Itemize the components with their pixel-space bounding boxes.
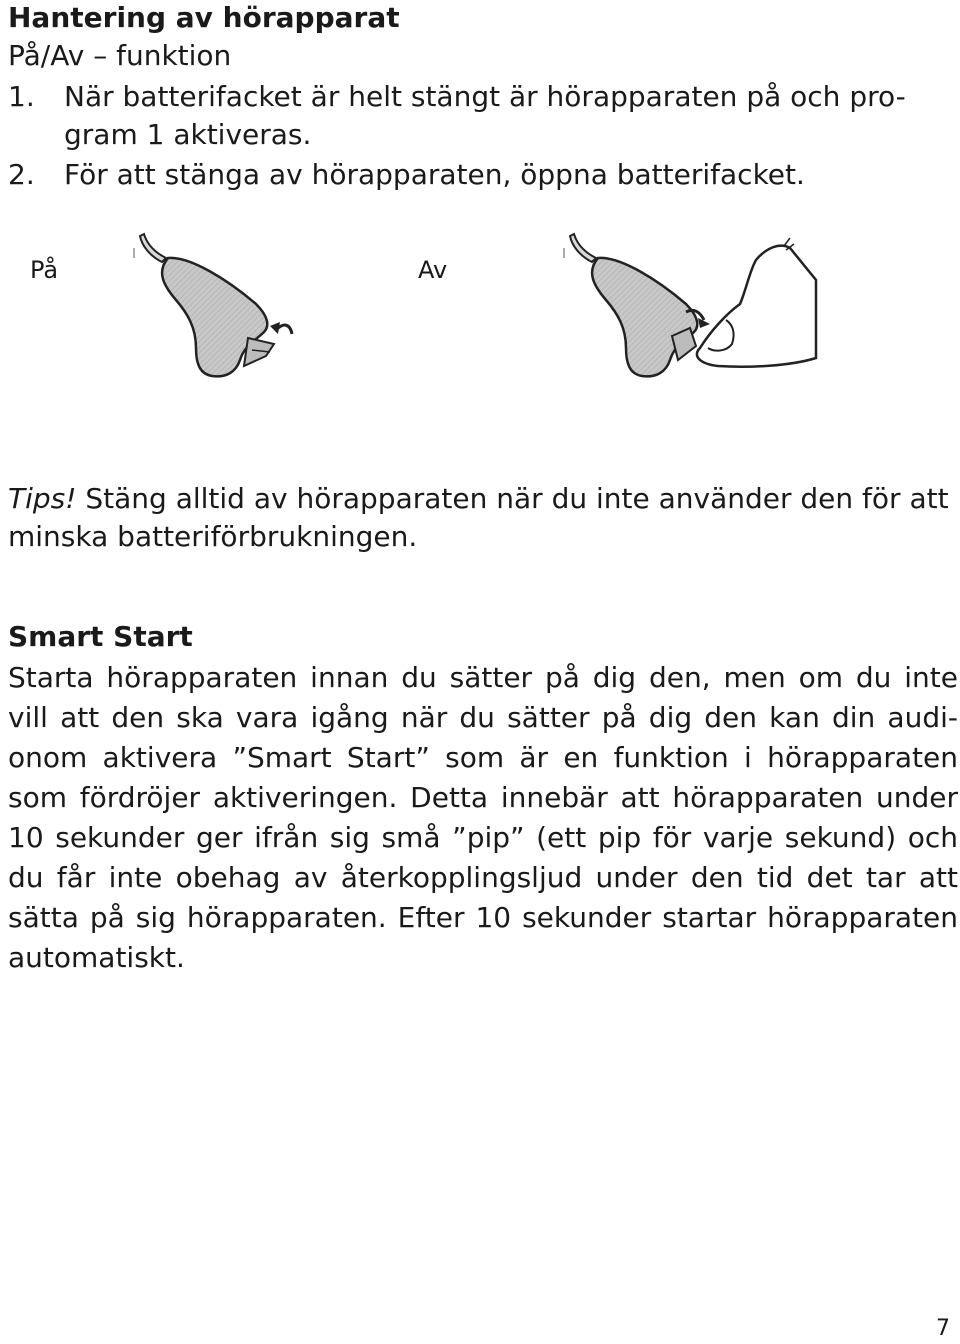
paragraph-line: onom aktivera ”Smart Start” som är en funktion i hörapparaten <box>8 741 958 774</box>
step-item-2 <box>8 156 958 196</box>
tips-note <box>8 480 958 556</box>
paragraph-line: sätta på sig hörapparaten. Efter 10 sekunder startar hörapparaten <box>8 901 958 934</box>
paragraph-line: vill att den ska vara igång när du sätter på dig den kan din audi- <box>8 701 958 734</box>
on-label: På <box>30 256 59 284</box>
step-text: För att stänga av hörapparaten, öppna batterifacket. <box>64 158 805 191</box>
tips-label: Tips! <box>8 482 77 515</box>
subsection-heading: På/Av – funktion <box>8 39 232 72</box>
hearing-aid-off-illustration <box>550 228 820 388</box>
section-heading: Hantering av hörapparat <box>8 1 400 34</box>
paragraph-line: 10 sekunder ger ifrån sig små ”pip” (ett pip för varje sekund) och <box>8 821 958 854</box>
step-number: 1. <box>8 80 35 113</box>
step-item-1 <box>8 78 958 158</box>
hearing-aid-on-illustration <box>120 228 310 388</box>
off-label: Av <box>418 256 448 284</box>
step-number: 2. <box>8 158 35 191</box>
paragraph-line: som fördröjer aktiveringen. Detta innebär att hörapparaten under <box>8 781 958 814</box>
step-text: När batterifacket är helt stängt är hörapparaten på och pro- <box>64 80 906 113</box>
smart-start-paragraph <box>8 658 958 978</box>
page-number: 7 <box>936 1316 950 1341</box>
paragraph-line: Starta hörapparaten innan du sätter på dig den, men om du inte <box>8 661 958 694</box>
smart-start-heading: Smart Start <box>8 620 193 653</box>
paragraph-line: automatiskt. <box>8 941 185 974</box>
tips-text: Stäng alltid av hörapparaten när du inte använder den för att <box>76 482 949 515</box>
step-text: gram 1 aktiveras. <box>64 118 312 151</box>
paragraph-line: du får inte obehag av återkopplingsljud under den tid det tar att <box>8 861 958 894</box>
tips-text: minska batteriförbrukningen. <box>8 520 418 553</box>
